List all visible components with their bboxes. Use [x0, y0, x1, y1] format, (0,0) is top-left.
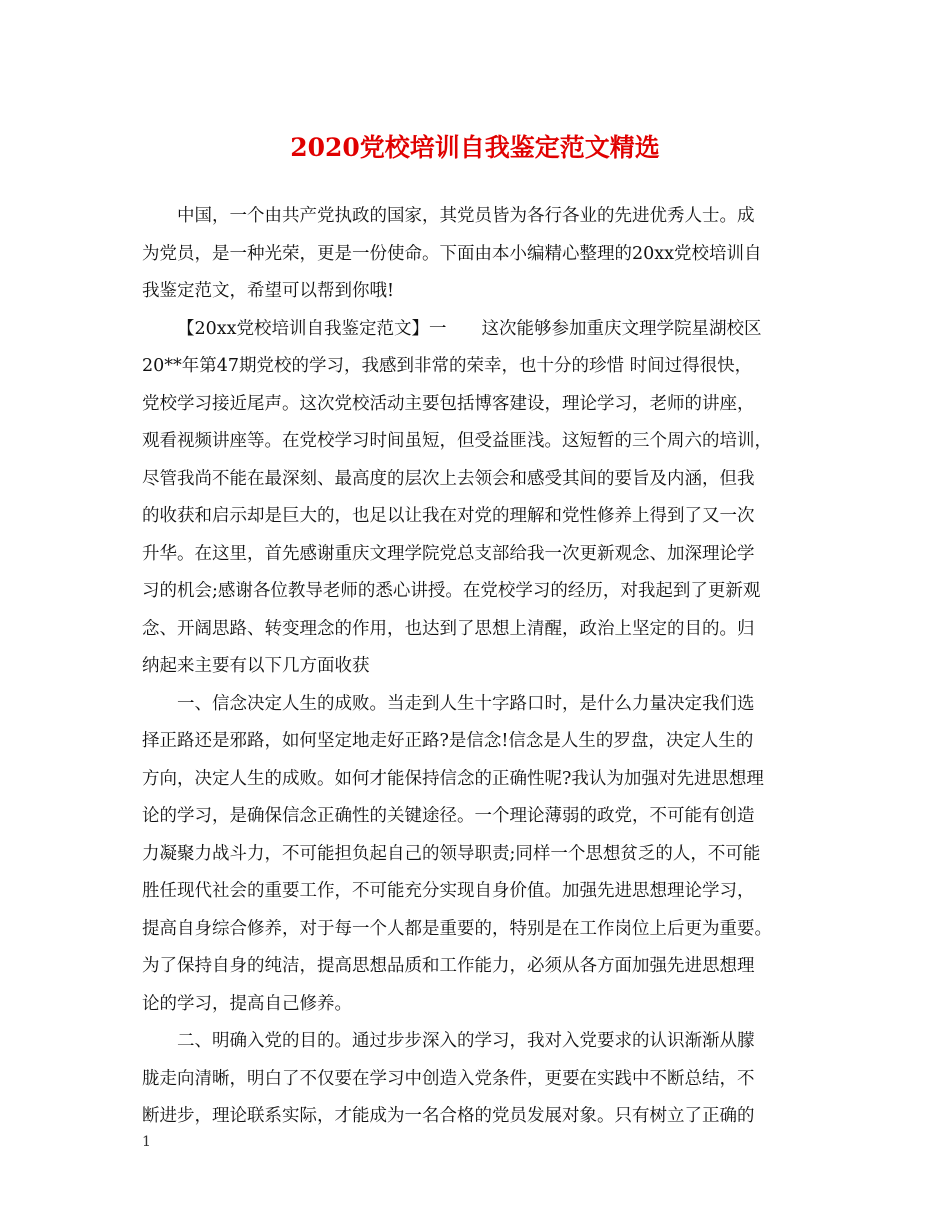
text-line: 升华。在这里，首先感谢重庆文理学院党总支部给我一次更新观念、加深理论学	[142, 543, 755, 564]
text-line: 论的学习，提高自己修养。	[142, 993, 352, 1014]
text-line: 尽管我尚不能在最深刻、最高度的层次上去领会和感受其间的要旨及内涵，但我	[142, 468, 755, 489]
paragraph-point-two	[142, 1023, 832, 1136]
text-line: 为党员，是一种光荣，更是一份使命。下面由本小编精心整理的20xx党校培训自	[142, 243, 762, 264]
paragraph-intro	[142, 198, 832, 311]
text-line: 提高自身综合修养，对于每一个人都是重要的，特别是在工作岗位上后更为重要。	[142, 918, 772, 939]
text-line: 20**年第47期党校的学习，我感到非常的荣幸，也十分的珍惜 时间过得很快，	[142, 356, 753, 376]
text-line: 力凝聚力战斗力，不可能担负起自己的领导职责;同样一个思想贫乏的人，不可能	[142, 843, 761, 864]
text-line: 方向，决定人生的成败。如何才能保持信念的正确性呢?我认为加强对先进思想理	[142, 768, 764, 789]
text-line: 习的机会;感谢各位教导老师的悉心讲授。在党校学习的经历，对我起到了更新观	[142, 581, 761, 601]
text-line: 一、信念决定人生的成败。当走到人生十字路口时，是什么力量决定我们选	[177, 693, 755, 714]
paragraph-point-one	[142, 686, 832, 1024]
text-line: 的收获和启示却是巨大的，也足以让我在对党的理解和党性修养上得到了又一次	[142, 506, 755, 526]
text-line: 观看视频讲座等。在党校学习时间虽短，但受益匪浅。这短暂的三个周六的培训，	[142, 431, 772, 451]
text-line: 断进步，理论联系实际，才能成为一名合格的党员发展对象。只有树立了正确的	[142, 1106, 755, 1126]
document-title: 2020党校培训自我鉴定范文精选	[290, 133, 660, 162]
text-line: 纳起来主要有以下几方面收获	[142, 656, 370, 676]
text-line: 胧走向清晰，明白了不仅要在学习中创造入党条件，更要在实践中不断总结，不	[142, 1068, 755, 1089]
text-line: 二、明确入党的目的。通过步步深入的学习，我对入党要求的认识渐渐从朦	[177, 1031, 755, 1051]
text-line: 念、开阔思路、转变理念的作用，也达到了思想上清醒，政治上坚定的目的。归	[142, 618, 755, 639]
text-line: 我鉴定范文，希望可以帮到你哦!	[142, 281, 395, 301]
text-line: 中国，一个由共产党执政的国家，其党员皆为各行各业的先进优秀人士。成	[177, 206, 755, 226]
text-line: 【20xx党校培训自我鉴定范文】一 这次能够参加重庆文理学院星湖校区	[177, 318, 762, 339]
text-line: 择正路还是邪路，如何坚定地走好正路?是信念!信念是人生的罗盘，决定人生的	[142, 731, 754, 751]
page-number: 1	[142, 1134, 151, 1150]
document-body	[142, 198, 832, 1136]
paragraph-sample-one	[142, 311, 832, 686]
text-line: 胜任现代社会的重要工作，不可能充分实现自身价值。加强先进思想理论学习，	[142, 881, 755, 901]
text-line: 论的学习，是确保信念正确性的关键途径。一个理论薄弱的政党，不可能有创造	[142, 806, 755, 826]
text-line: 为了保持自身的纯洁，提高思想品质和工作能力，必须从各方面加强先进思想理	[142, 956, 755, 976]
text-line: 党校学习接近尾声。这次党校活动主要包括博客建设，理论学习，老师的讲座，	[142, 393, 755, 414]
